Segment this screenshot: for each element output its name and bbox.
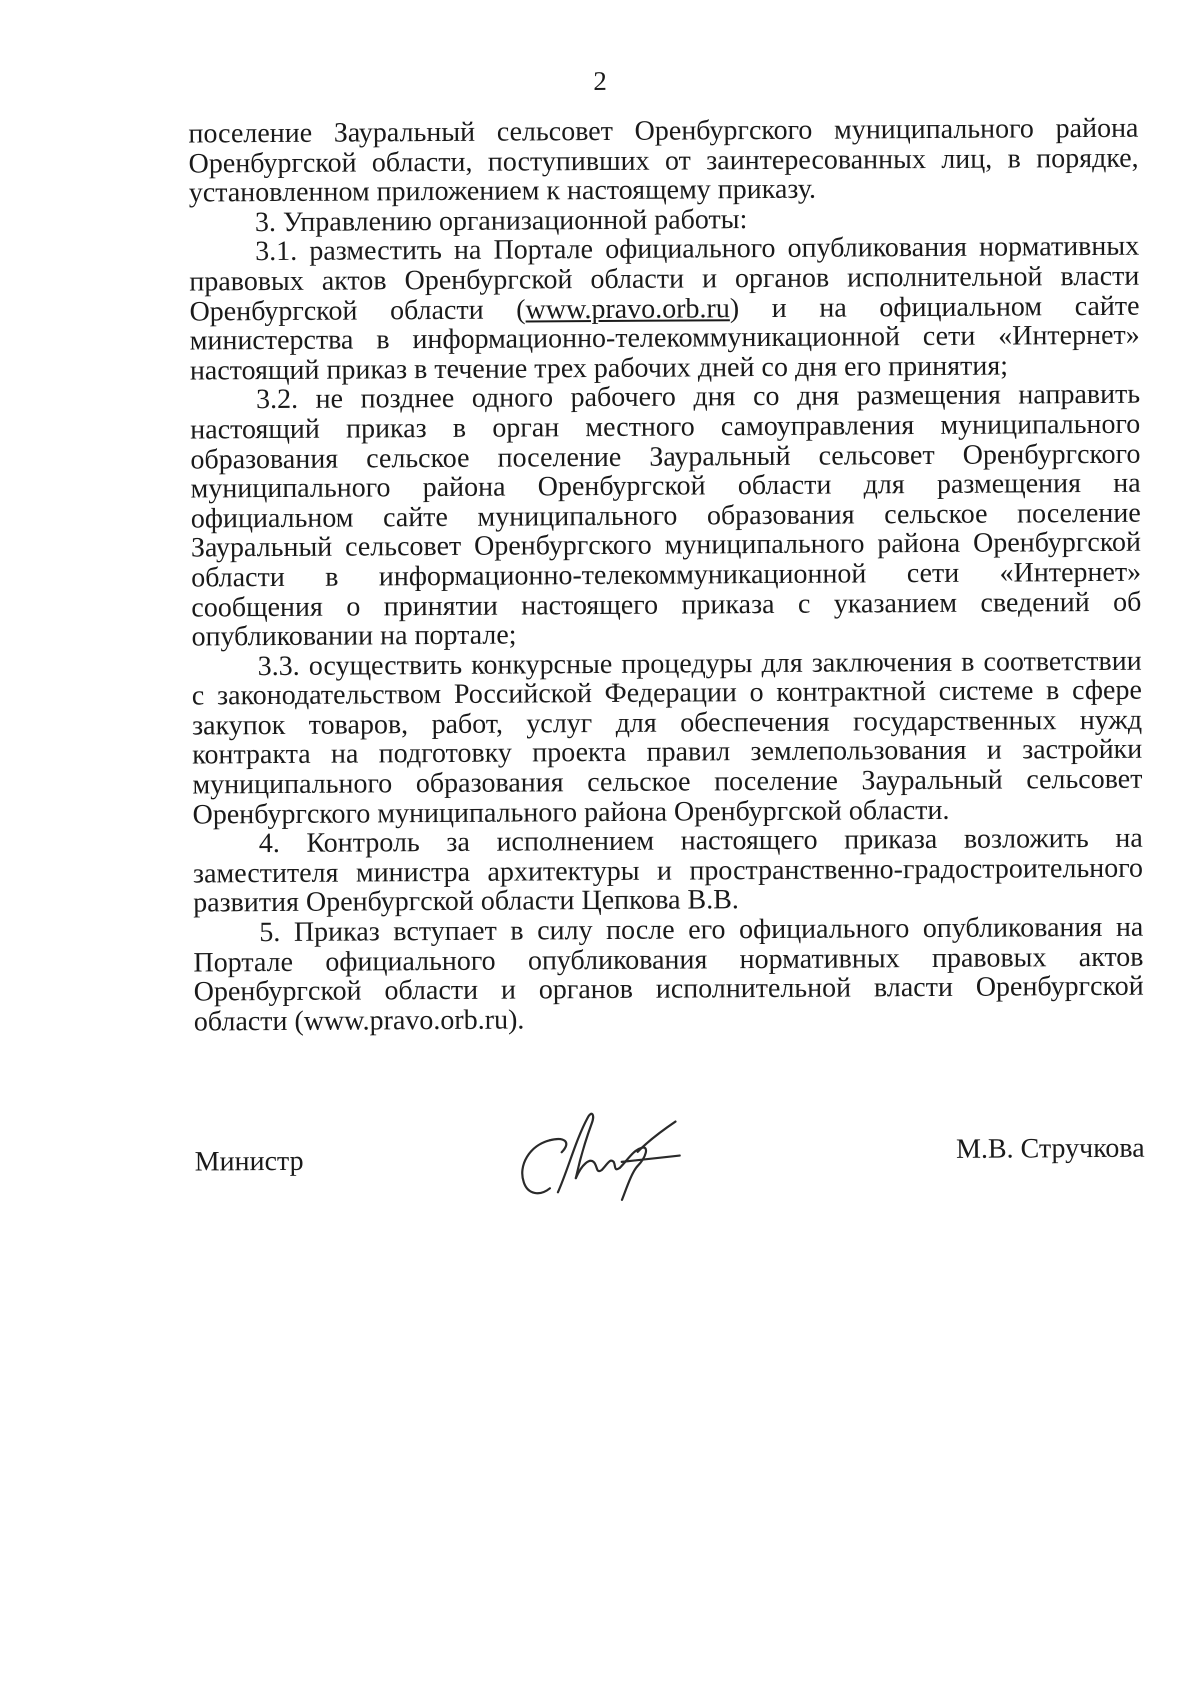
paragraph-item-5: 5. Приказ вступает в силу после его официального опубликования на Портале официального опубликования нормативных правовых актов Оренбургской области и органов исполнительной власти Оренбургской области (www.pravo.orb.ru).	[193, 911, 1144, 1038]
paragraph-item-3-1-text-before: 3.1. разместить на Портале официального опубликования нормативных правовых актов Оренбургской области и органов исполнительной власти Оренбургской области (	[189, 231, 1140, 328]
paragraph-item-4: 4. Контроль за исполнением настоящего приказа возложить на заместителя министра архитектуры и пространственно-градостроительного развития Оренбургской области Цепкова В.В.	[192, 822, 1144, 919]
signatory-name: М.В. Стручкова	[955, 1132, 1145, 1165]
paragraph-item-3-2: 3.2. не позднее одного рабочего дня со дня размещения направить настоящий приказ в орган местного самоуправления муниципального образования сельское поселение Зауральный сельсовет Оренбургского муниципального района Оренбургской области для размещения на официальном сайте муниципального образования сельское поселение Зауральный сельсовет Оренбургского муниципального района Оренбургской области в информационно-телекоммуникационной сети «Интернет» сообщения о принятии настоящего приказа с указанием сведений об опубликовании на портале;	[190, 379, 1142, 653]
document-body	[188, 114, 1144, 1037]
paragraph-continuation: поселение Зауральный сельсовет Оренбургского муниципального района Оренбургской области, поступивших от заинтересованных лиц, в порядке, установленном приложением к настоящему приказу.	[188, 112, 1139, 209]
paragraph-item-3: 3. Управлению организационной работы:	[254, 203, 748, 238]
paragraph-item-3-1-text-after: ) и на официальном сайте министерства в информационно-телекоммуникационной сети «Интернет» настоящий приказ в течение трех рабочих дней со дня его принятия;	[189, 290, 1140, 387]
paragraph-item-3-3: 3.3. осуществить конкурсные процедуры для заключения в соответствии с законодательством Российской Федерации о контрактной системе в сфере закупок товаров, работ, услуг для обеспечения государственных нужд контракта на подготовку проекта правил землепользования и застройки муниципального образования сельское поселение Зауральный сельсовет Оренбургского муниципального района Оренбургской области.	[191, 645, 1143, 831]
signatory-title: Министр	[194, 1145, 304, 1178]
handwritten-signature-icon	[509, 1099, 710, 1210]
paragraph-item-3-1	[189, 232, 1140, 386]
page-number: 2	[593, 65, 607, 97]
portal-link[interactable]: www.pravo.orb.ru	[525, 292, 730, 326]
signature-block	[194, 1105, 1145, 1231]
